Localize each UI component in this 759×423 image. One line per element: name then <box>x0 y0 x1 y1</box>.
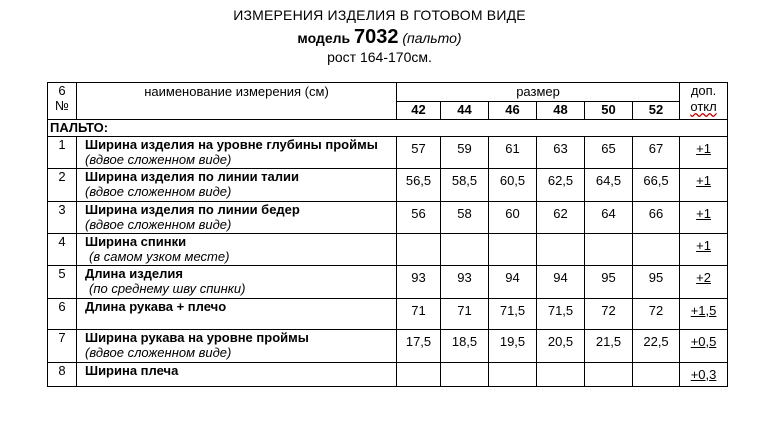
section-label: ПАЛЬТО: <box>48 120 728 137</box>
value-size-42: 56 <box>397 202 441 234</box>
value-size-50: 21,5 <box>585 330 633 363</box>
row-number: 2 <box>48 169 77 202</box>
tolerance-value: +1 <box>696 238 711 253</box>
value-size-46 <box>489 234 537 266</box>
model-label: модель <box>297 30 351 46</box>
tolerance-value: +1 <box>696 173 711 188</box>
document-title: ИЗМЕРЕНИЯ ИЗДЕЛИЯ В ГОТОВОМ ВИДЕ <box>233 7 526 23</box>
value-size-48: 20,5 <box>537 330 585 363</box>
value-size-52: 66 <box>633 202 680 234</box>
value-size-50: 72 <box>585 299 633 330</box>
tolerance-value: +1 <box>696 141 711 156</box>
value-size-48: 62 <box>537 202 585 234</box>
measurement-name: Ширина изделия по линии талии <box>85 169 300 184</box>
value-size-42: 57 <box>397 137 441 169</box>
header-tolerance-line1: доп. <box>690 83 717 98</box>
measurement-note: (по среднему шву спинки) <box>89 281 246 296</box>
value-size-48: 63 <box>537 137 585 169</box>
value-size-46: 71,5 <box>489 299 537 330</box>
measurement-name: Ширина изделия по линии бедер <box>85 202 300 217</box>
model-note: (пальто) <box>402 30 462 46</box>
row-number: 8 <box>48 363 77 387</box>
measurement-note: (вдвое сложенном виде) <box>85 217 232 232</box>
value-size-48: 94 <box>537 266 585 299</box>
value-size-46: 94 <box>489 266 537 299</box>
value-size-52 <box>633 363 680 387</box>
value-size-50: 64 <box>585 202 633 234</box>
value-size-44: 93 <box>441 266 489 299</box>
table-row <box>48 330 728 363</box>
height-line: рост 164-170см. <box>327 49 432 65</box>
row-number: 3 <box>48 202 77 234</box>
value-size-42: 17,5 <box>397 330 441 363</box>
measurement-name-cell <box>77 266 397 299</box>
size-header-48: 48 <box>537 102 585 120</box>
tolerance-cell <box>680 234 728 266</box>
value-size-48 <box>537 363 585 387</box>
tolerance-value: +1 <box>696 206 711 221</box>
value-size-42: 71 <box>397 299 441 330</box>
value-size-42 <box>397 363 441 387</box>
row-number: 4 <box>48 234 77 266</box>
size-header-42: 42 <box>397 102 441 120</box>
tolerance-cell <box>680 169 728 202</box>
size-header-50: 50 <box>585 102 633 120</box>
header-size-cell: размер <box>397 83 680 102</box>
value-size-42: 56,5 <box>397 169 441 202</box>
row-number: 7 <box>48 330 77 363</box>
tolerance-cell <box>680 137 728 169</box>
measurement-note: (в самом узком месте) <box>89 249 230 264</box>
value-size-44: 71 <box>441 299 489 330</box>
measurement-note: (вдвое сложенном виде) <box>85 152 232 167</box>
table-row <box>48 363 728 387</box>
measurement-name: Ширина рукава на уровне проймы <box>85 330 309 345</box>
value-size-44: 18,5 <box>441 330 489 363</box>
value-size-42 <box>397 234 441 266</box>
tolerance-cell <box>680 363 728 387</box>
size-header-46: 46 <box>489 102 537 120</box>
header-number-line1: 6 <box>58 83 66 98</box>
value-size-44: 58 <box>441 202 489 234</box>
table-row <box>48 299 728 330</box>
value-size-42: 93 <box>397 266 441 299</box>
value-size-50: 95 <box>585 266 633 299</box>
value-size-44: 58,5 <box>441 169 489 202</box>
value-size-50 <box>585 234 633 266</box>
value-size-44: 59 <box>441 137 489 169</box>
tolerance-cell <box>680 202 728 234</box>
value-size-52: 22,5 <box>633 330 680 363</box>
measurement-name: Ширина изделия на уровне глубины проймы <box>85 137 378 152</box>
measurement-name: Ширина спинки <box>85 234 187 249</box>
header-number-cell <box>48 83 77 120</box>
tolerance-value: +0,3 <box>690 367 717 382</box>
value-size-50 <box>585 363 633 387</box>
header-name-cell: наименование измерения (см) <box>77 83 397 120</box>
measurement-name-cell <box>77 137 397 169</box>
measurement-name: Длина рукава + плечо <box>85 299 227 314</box>
value-size-48: 71,5 <box>537 299 585 330</box>
value-size-46: 61 <box>489 137 537 169</box>
row-number: 1 <box>48 137 77 169</box>
measurements-table <box>47 82 728 387</box>
measurement-name-cell <box>77 299 397 330</box>
measurement-note: (вдвое сложенном виде) <box>85 184 232 199</box>
measurement-name: Длина изделия <box>85 266 183 281</box>
value-size-48 <box>537 234 585 266</box>
value-size-52: 72 <box>633 299 680 330</box>
value-size-52 <box>633 234 680 266</box>
value-size-44 <box>441 363 489 387</box>
header-tolerance-cell <box>680 83 728 120</box>
table-row <box>48 234 728 266</box>
header-number-line2: № <box>55 98 69 113</box>
table-row <box>48 202 728 234</box>
table-row <box>48 169 728 202</box>
value-size-52: 67 <box>633 137 680 169</box>
measurement-name-cell <box>77 363 397 387</box>
value-size-46 <box>489 363 537 387</box>
measurement-name-cell <box>77 202 397 234</box>
model-number: 7032 <box>354 26 399 48</box>
row-number: 6 <box>48 299 77 330</box>
header-tolerance-line2: откл <box>690 99 717 114</box>
tolerance-cell <box>680 299 728 330</box>
table-row <box>48 137 728 169</box>
value-size-46: 60,5 <box>489 169 537 202</box>
size-header-44: 44 <box>441 102 489 120</box>
model-line <box>0 26 759 49</box>
tolerance-value: +2 <box>696 270 711 285</box>
measurement-name: Ширина плеча <box>85 363 179 378</box>
tolerance-value: +0,5 <box>690 334 717 349</box>
size-header-52: 52 <box>633 102 680 120</box>
tolerance-value: +1,5 <box>690 303 717 318</box>
tolerance-cell <box>680 330 728 363</box>
value-size-46: 60 <box>489 202 537 234</box>
value-size-52: 95 <box>633 266 680 299</box>
table-row <box>48 266 728 299</box>
measurement-name-cell <box>77 330 397 363</box>
value-size-50: 65 <box>585 137 633 169</box>
value-size-48: 62,5 <box>537 169 585 202</box>
value-size-44 <box>441 234 489 266</box>
value-size-50: 64,5 <box>585 169 633 202</box>
measurement-note: (вдвое сложенном виде) <box>85 345 232 360</box>
value-size-52: 66,5 <box>633 169 680 202</box>
tolerance-cell <box>680 266 728 299</box>
row-number: 5 <box>48 266 77 299</box>
measurement-name-cell <box>77 169 397 202</box>
value-size-46: 19,5 <box>489 330 537 363</box>
measurement-name-cell <box>77 234 397 266</box>
